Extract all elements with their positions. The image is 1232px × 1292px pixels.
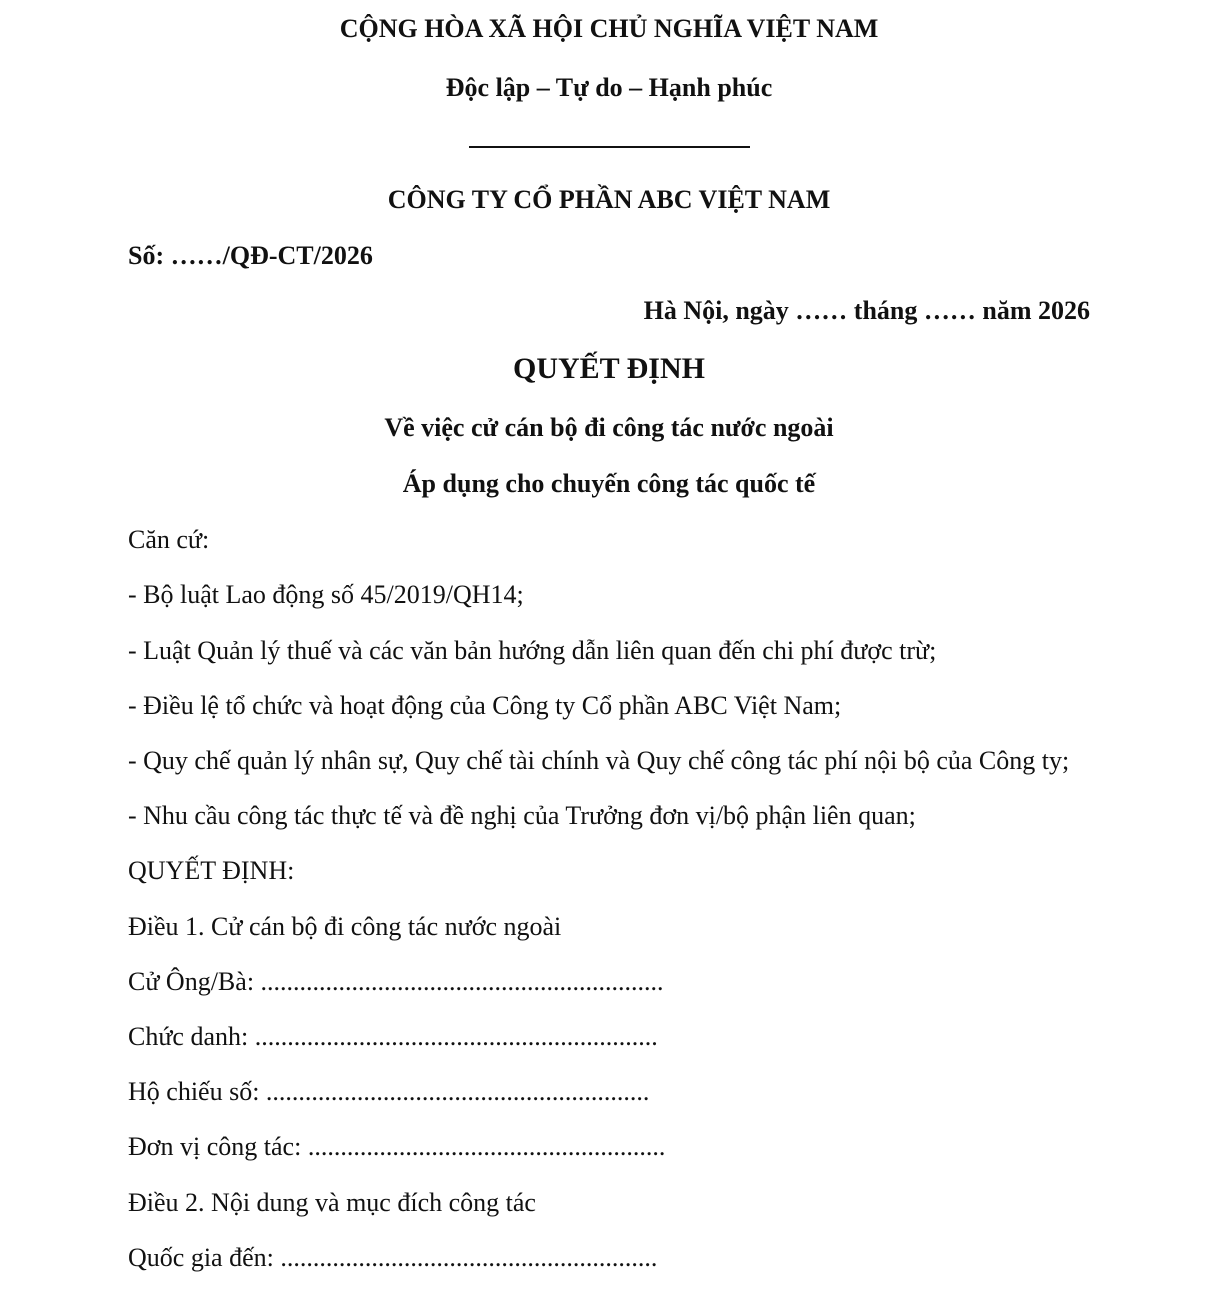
document-scope: Áp dụng cho chuyến công tác quốc tế — [402, 469, 816, 498]
field-work-unit: Đơn vị công tác: ....................................................... — [128, 1132, 666, 1161]
basis-item: - Điều lệ tổ chức và hoạt động của Công ty Cổ phần ABC Việt Nam; — [128, 691, 842, 720]
field-person-name: Cử Ông/Bà: .............................................................. — [128, 967, 664, 996]
document-number: Số: ……/QĐ-CT/2026 — [128, 241, 373, 270]
basis-item: - Nhu cầu công tác thực tế và đề nghị của Trưởng đơn vị/bộ phận liên quan; — [128, 801, 916, 830]
decision-heading: QUYẾT ĐỊNH: — [128, 856, 295, 885]
national-title: CỘNG HÒA XÃ HỘI CHỦ NGHĨA VIỆT NAM — [339, 14, 879, 43]
field-destination-country: Quốc gia đến: .......................................................... — [128, 1243, 658, 1272]
document-title: QUYẾT ĐỊNH — [513, 352, 705, 385]
basis-item: - Luật Quản lý thuế và các văn bản hướng dẫn liên quan đến chi phí được trừ; — [128, 636, 937, 665]
place-date: Hà Nội, ngày …… tháng …… năm 2026 — [643, 296, 1090, 325]
article-1-heading: Điều 1. Cử cán bộ đi công tác nước ngoài — [128, 912, 562, 941]
article-2-heading: Điều 2. Nội dung và mục đích công tác — [128, 1188, 536, 1217]
header-divider — [469, 146, 750, 148]
field-job-title: Chức danh: .............................................................. — [128, 1022, 658, 1051]
document-subject: Về việc cử cán bộ đi công tác nước ngoài — [384, 413, 834, 442]
field-passport-number: Hộ chiếu số: ........................................................... — [128, 1077, 650, 1106]
national-motto: Độc lập – Tự do – Hạnh phúc — [445, 73, 773, 102]
company-name: CÔNG TY CỔ PHẦN ABC VIỆT NAM — [387, 185, 831, 214]
basis-item: - Bộ luật Lao động số 45/2019/QH14; — [128, 580, 524, 609]
basis-item: - Quy chế quản lý nhân sự, Quy chế tài chính và Quy chế công tác phí nội bộ của Công ty; — [128, 746, 1070, 775]
basis-heading: Căn cứ: — [128, 525, 210, 554]
